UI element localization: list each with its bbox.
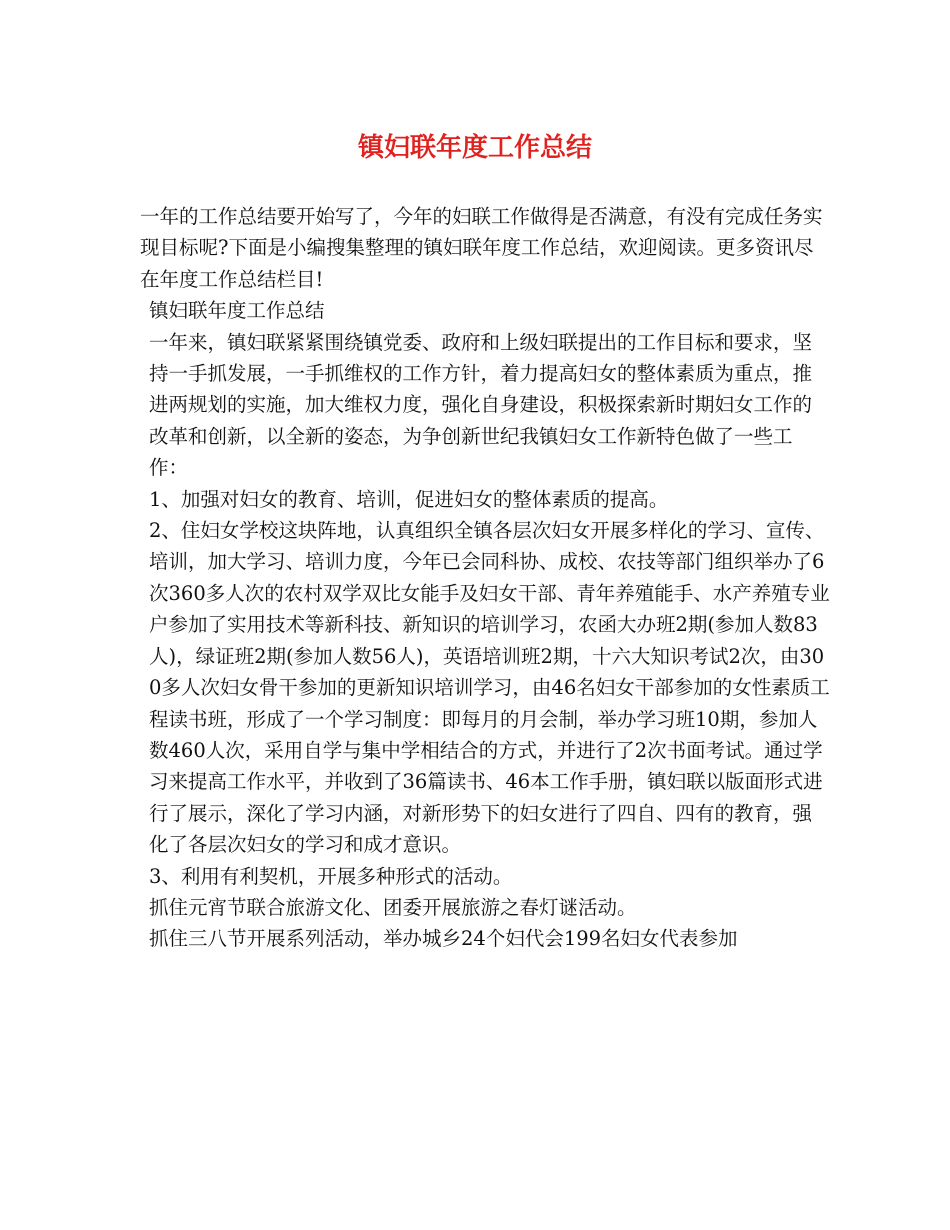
body-paragraph: 抓住三八节开展系列活动，举办城乡24个妇代会199名妇女代表参加	[149, 927, 738, 951]
body-paragraph: 抓住元宵节联合旅游文化、团委开展旅游之春灯谜活动。	[149, 895, 637, 919]
document-title: 镇妇联年度工作总结	[357, 133, 592, 163]
list-item-1: 1、加强对妇女的教育、培训，促进妇女的整体素质的提高。	[149, 487, 669, 511]
body-paragraph: 一年来，镇妇联紧紧围绕镇党委、政府和上级妇联提出的工作目标和要求，坚持一手抓发展，一手抓维权的工作方针，着力提高妇女的整体素质为重点，推进两规划的实施，加大维权力度，强化自身建设，积极探索新时期妇女工作的改革和创新，以全新的姿态，为争创新世纪我镇妇女工作新特色做了一些工作：	[149, 330, 813, 480]
list-item-3: 3、利用有利契机，开展多种形式的活动。	[149, 864, 513, 888]
document-body	[140, 201, 830, 955]
intro-paragraph: 一年的工作总结要开始写了，今年的妇联工作做得是否满意，有没有完成任务实现目标呢?下面是小编搜集整理的镇妇联年度工作总结，欢迎阅读。更多资讯尽在年度工作总结栏目!	[140, 205, 823, 291]
section-heading: 镇妇联年度工作总结	[149, 299, 325, 323]
list-item-2: 2、住妇女学校这块阵地，认真组织全镇各层次妇女开展多样化的学习、宣传、培训，加大学习、培训力度，今年已会同科协、成校、农技等部门组织举办了6次360多人次的农村双学双比女能手及妇女干部、青年养殖能手、水产养殖专业户参加了实用技术等新科技、新知识的培训学习，农函大办班2期(参加人数83人)，绿证班2期(参加人数56人)，英语培训班2期，十六大知识考试2次，由300多人次妇女骨干参加的更新知识培训学习，由46名妇女干部参加的女性素质工程读书班，形成了一个学习制度：即每月的月会制，举办学习班10期，参加人数460人次，采用自学与集中学相结合的方式，并进行了2次书面考试。通过学习来提高工作水平，并收到了36篇读书、46本工作手册，镇妇联以版面形式进行了展示，深化了学习内涵，对新形势下的妇女进行了四自、四有的教育，强化了各层次妇女的学习和成才意识。	[149, 519, 830, 857]
